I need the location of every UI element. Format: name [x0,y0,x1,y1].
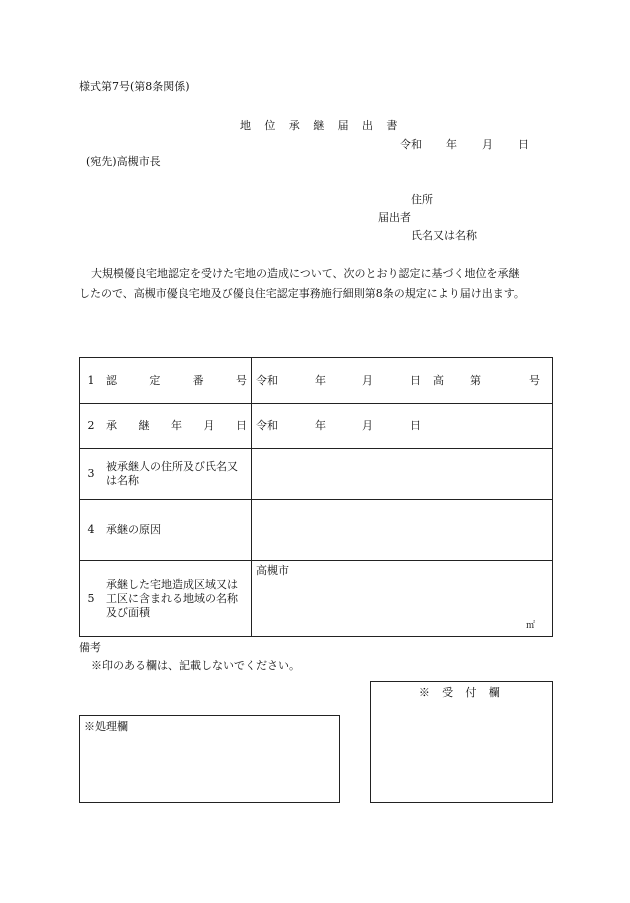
date-year: 年 [446,138,457,151]
label-char: 号 [235,373,247,387]
table-row [80,404,553,449]
value-go: 号 [529,373,540,387]
value-era: 令和 [256,373,278,387]
value-month: 月 [362,373,373,387]
succession-date-label [102,404,252,449]
remarks-label: 備考 [79,641,101,654]
predecessor-field[interactable] [252,449,553,500]
value-day: 日 [410,373,421,387]
area-name-label: 承継した宅地造成区域又は工区に含まれる地域の名称及び面積 [102,561,252,637]
notifier-label: 届出者 [378,211,411,224]
succession-date-field[interactable] [252,404,553,449]
remarks-note: ※印のある欄は、記載しないでください。 [91,659,300,672]
value-era: 令和 [256,419,278,432]
row-number: 5 [80,561,103,637]
label-char: 継 [138,419,150,432]
succession-reason-label: 承継の原因 [102,500,252,561]
name-label: 氏名又は名称 [411,229,477,242]
table-row [80,449,553,500]
value-dai: 第 [470,373,481,387]
label-char: 番 [192,373,204,387]
area-unit: ㎡ [525,621,535,631]
reception-label: ※ 受 付 欄 [418,686,505,699]
reception-box [370,681,553,803]
table-row [80,500,553,561]
address-label: 住所 [411,193,433,206]
row-number: 4 [80,500,103,561]
date-month: 月 [482,138,493,151]
date-day: 日 [518,138,529,151]
date-era: 令和 [400,138,422,151]
body-text-line-2: したので、高槻市優良宅地及び優良住宅認定事務施行細則第8条の規定により届け出ます。 [79,287,525,300]
row-number: 2 [80,404,103,449]
form-number: 様式第7号(第8条関係) [79,80,190,93]
row-number: 3 [80,449,103,500]
value-month: 月 [362,419,373,432]
area-name-field[interactable] [252,561,553,637]
value-year: 年 [315,373,326,387]
label-char: 年 [171,419,182,432]
table-row [80,358,553,404]
document-title: 地 位 承 継 届 出 書 [240,119,403,132]
row-number: 1 [80,358,103,404]
value-year: 年 [315,419,326,432]
label-char: 定 [149,373,161,387]
table-row [80,561,553,637]
succession-table [79,357,553,637]
value-taka: 高 [433,373,444,387]
area-city: 高槻市 [256,564,289,577]
label-char: 承 [106,419,117,432]
value-day: 日 [410,419,421,432]
label-char: 日 [236,419,247,432]
label-char: 認 [106,373,117,387]
addressee: (宛先)高槻市長 [86,155,161,168]
certification-number-label [102,358,252,404]
label-char: 月 [203,419,215,432]
body-text-line-1: 大規模優良宅地認定を受けた宅地の造成について、次のとおり認定に基づく地位を承継 [91,267,520,280]
predecessor-label: 被承継人の住所及び氏名又は名称 [102,449,252,500]
processing-box [79,715,340,803]
succession-reason-field[interactable] [252,500,553,561]
processing-label: ※処理欄 [84,720,128,733]
certification-number-field[interactable] [252,358,553,404]
